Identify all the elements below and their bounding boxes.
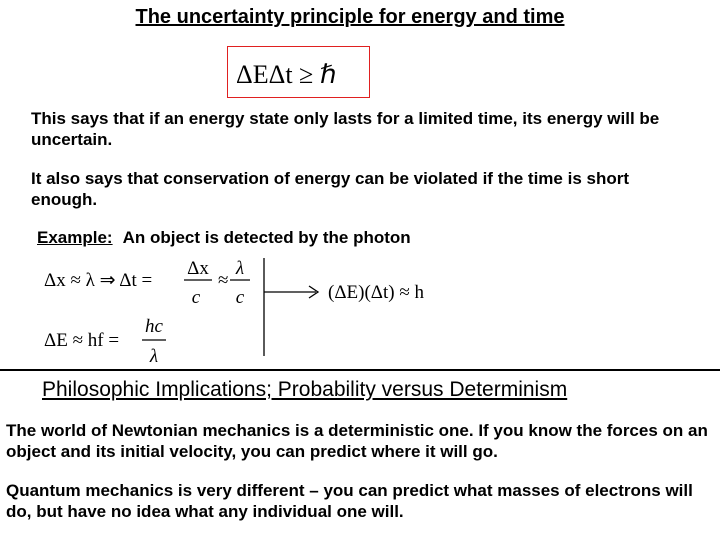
paragraph-limited-time: This says that if an energy state only lasts for a limited time, its energy will be uncertain. [31, 109, 660, 149]
paragraph-quantum: Quantum mechanics is very different – you can predict what masses of electrons will do, but have no idea what any individual one will. [6, 481, 693, 521]
uncertainty-formula: ΔEΔt ≥ ℏ [236, 60, 337, 89]
fraction-lambda-numerator: λ [235, 258, 245, 279]
fraction-hc-numerator: hc [145, 316, 163, 337]
section-divider [0, 369, 720, 371]
approx-symbol: ≈ [218, 270, 229, 291]
equations-block [30, 252, 490, 373]
paragraph-newtonian: The world of Newtonian mechanics is a deterministic one. If you know the forces on an object and its initial velocity, you can predict where it will go. [6, 421, 708, 461]
example-line [37, 228, 411, 248]
equation-position-time: Δx ≈ λ ⇒ Δt = [44, 270, 153, 291]
equation-result: (ΔE)(Δt) ≈ h [328, 282, 425, 303]
page-title: The uncertainty principle for energy and time [135, 6, 565, 28]
example-label: Example: [37, 228, 113, 247]
fraction-c-denominator: c [235, 287, 245, 308]
fraction-lambda-denominator: λ [149, 346, 159, 367]
fraction-dx-numerator: Δx [187, 258, 209, 279]
fraction-c-denominator: c [191, 287, 201, 308]
uncertainty-formula-box [227, 46, 370, 98]
paragraph-conservation: It also says that conservation of energy can be violated if the time is short enough. [31, 169, 629, 209]
example-text: An object is detected by the photon [122, 228, 411, 247]
equation-energy-frequency: ΔE ≈ hf = [44, 330, 120, 351]
section-title: Philosophic Implications; Probability versus Determinism [42, 378, 568, 401]
